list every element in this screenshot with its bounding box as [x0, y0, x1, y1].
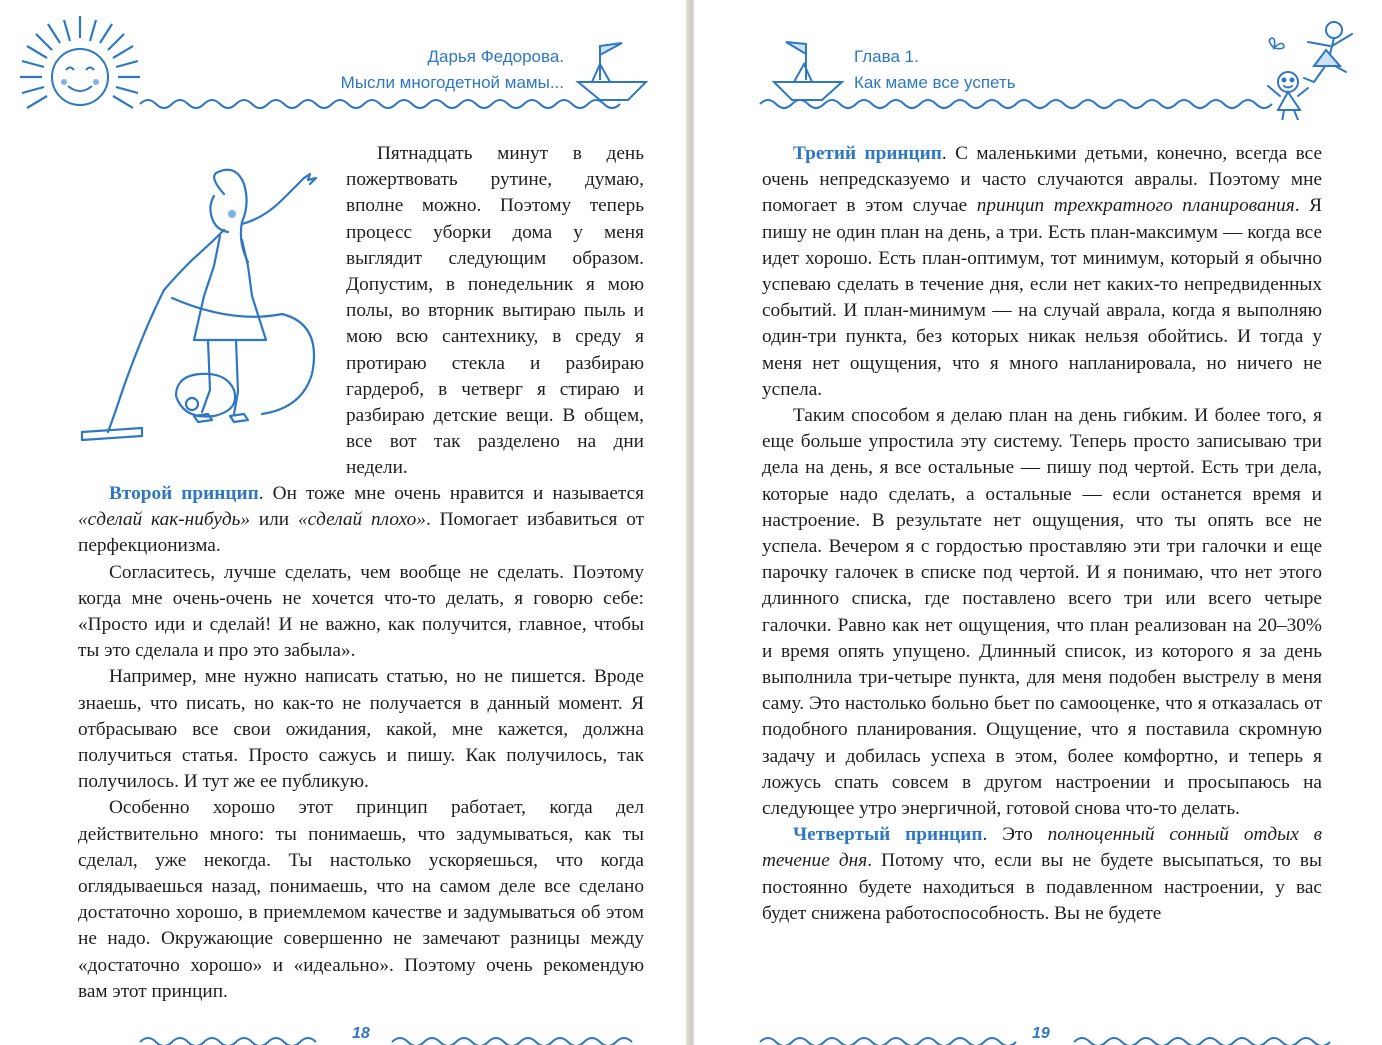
paper-boat-icon	[774, 42, 842, 100]
page-number-left: 18	[352, 1025, 370, 1042]
wave-ornament-icon	[760, 100, 1272, 108]
page-number-right: 19	[1032, 1025, 1050, 1042]
left-page-header	[0, 0, 688, 120]
right-page	[694, 0, 1382, 1045]
second-principle-text-a: . Он тоже мне очень нравится и называется	[258, 483, 644, 504]
paragraph-agree: Согласитесь, лучше сделать, чем вообще не сделать. Поэтому когда мне очень-очень не хочется что-то делать, я говорю себе: «Просто иди и сделай! И не важно, как получится, главное, чтобы ты это сделала и про это забыла».	[78, 561, 644, 662]
right-page-body	[762, 141, 1322, 927]
fourth-principle-text-a: . Это	[982, 824, 1048, 846]
fourth-principle-text-b: . Потому что, если вы не будете высыпаться, то вы постоянно будете находиться в подавленном настроении, у вас будет снижена работоспособность. Вы не будете	[762, 850, 1322, 924]
intro-paragraph: Пятнадцать минут в день пожертвовать рутине, думаю, вполне можно. Поэтому теперь процесс уборки дома у меня выглядит следующим образом. Допустим, в понедельник я мою полы, во вторник вытираю пыль и мою всю сантехнику, в среду я протираю стекла и разбираю гардероб, в четверг я стираю и разбираю детские вещи. В общем, все вот так разделено на дни недели.	[346, 143, 644, 479]
fourth-principle-heading: Четвертый принцип	[793, 824, 983, 846]
running-head-right	[854, 44, 1016, 96]
second-principle-text-b: или	[250, 509, 298, 531]
running-head-book-title: Мысли многодетной мамы...	[340, 73, 564, 92]
paragraph-flexible-plan: Таким способом я делаю план на день гибким. И более того, я еще больше упростила эту систему. Теперь просто записываю три дела на день, я все остальные — пишу под чертой. Есть три дела, которые надо сделать, а остальные — если останется время и настроение. В результате нет ощущения, что ты опять все не успела. Вечером я с гордостью проставляю эти три галочки и еще парочку галочек в списке под чертой. И я понимаю, что нет этого длинного списка, где поставлено всего три или всего четыре галочки. Равно как нет ощущения, что план реализован на 20–30% и время опять упущено. Длинный список, из которого я за день выполнила три-четыре пункта, для меня подобен выстрелу в меня саму. Это настолько больно бьет по самооценке, что я отказалась от подобного планирования. Ощущение, что я поставила скромную задачу и добилась успеха в этом, более комфортно, и теперь я ложусь спать совсем в другом настроении и просыпаюсь на следующее утро энергичной, готовой снова что-то делать.	[762, 405, 1322, 820]
second-principle-text-c: . Помогает избавиться от перфекционизма.	[78, 509, 645, 557]
second-principle-heading: Второй принцип	[109, 483, 259, 504]
paragraph-especially: Особенно хорошо этот принцип работает, когда дел действительно много: ты понимаешь, что задумываться, как ты сделал, уже некогда. Ты настолько ускоряешься, что когда оглядываешься назад, понимаешь, что на самом деле все сделано достаточно хорошо, в приемлемом качестве и задумываться об этом не надо. Окружающие совершенно не замечают разницы между «достаточно хорошо» и «идеально». Поэтому очень рекомендую вам этот принцип.	[78, 797, 644, 1002]
running-head-chapter-title: Как маме все успеть	[854, 73, 1016, 92]
third-principle-heading: Третий принцип	[793, 143, 942, 164]
third-principle-paragraph	[762, 141, 1322, 403]
right-header-ornament	[694, 0, 1382, 120]
girl-with-vacuum-cleaner-icon	[74, 166, 334, 456]
running-head-author: Дарья Федорова.	[427, 47, 564, 66]
butterfly-icon	[1269, 38, 1284, 49]
second-principle-paragraph	[78, 481, 644, 560]
child-icon	[1268, 72, 1308, 120]
third-principle-text-a: . С маленькими детьми, конечно, всегда все очень непредсказуемо и часто случаются авралы. Поэтому мне помогает в этом случае	[762, 143, 1323, 217]
paragraph-example: Например, мне нужно написать статью, но не пишется. Вроде знаешь, что писать, но как-то не получается в данный момент. Я отбрасываю все свои ожидания, какой, мне кажется, должна получиться статья. Просто сажусь и пишу. Как получилось, так получилось. И тут же ее публикую.	[78, 666, 644, 793]
second-principle-quote-2: «сделай плохо»	[297, 509, 426, 531]
sun-icon	[20, 16, 140, 108]
second-principle-quote-1: «сделай как-нибудь»	[78, 509, 250, 531]
left-footer-ornament	[0, 1020, 688, 1045]
left-page	[0, 0, 688, 1045]
third-principle-emphasis: принцип трехкратного планирования	[976, 195, 1295, 217]
right-page-header	[694, 0, 1382, 120]
wave-ornament-icon	[140, 100, 620, 108]
left-page-body	[78, 481, 644, 1005]
intro-paragraph-block	[346, 141, 644, 482]
third-principle-text-b: . Я пишу не один план на день, а три. Есть план-максимум — когда все идет хорошо. Есть план-оптимум, тот минимум, который я обычно успеваю сделать в течение дня, если нет каких-то непредвиденных событий. И план-минимум — на случай аврала, когда я выполняю один-три пункта, без которых никак нельзя обойтись. И тогда у меня нет ощущения, что я много напланировала, но ничего не успела.	[762, 195, 1322, 400]
fourth-principle-paragraph	[762, 822, 1322, 927]
fourth-principle-emphasis: полноценный сонный отдых в течение дня	[762, 824, 1322, 872]
running-girl-icon	[1304, 22, 1352, 82]
running-head-left	[341, 44, 564, 96]
running-head-chapter: Глава 1.	[854, 47, 919, 66]
paper-boat-icon	[578, 43, 646, 100]
